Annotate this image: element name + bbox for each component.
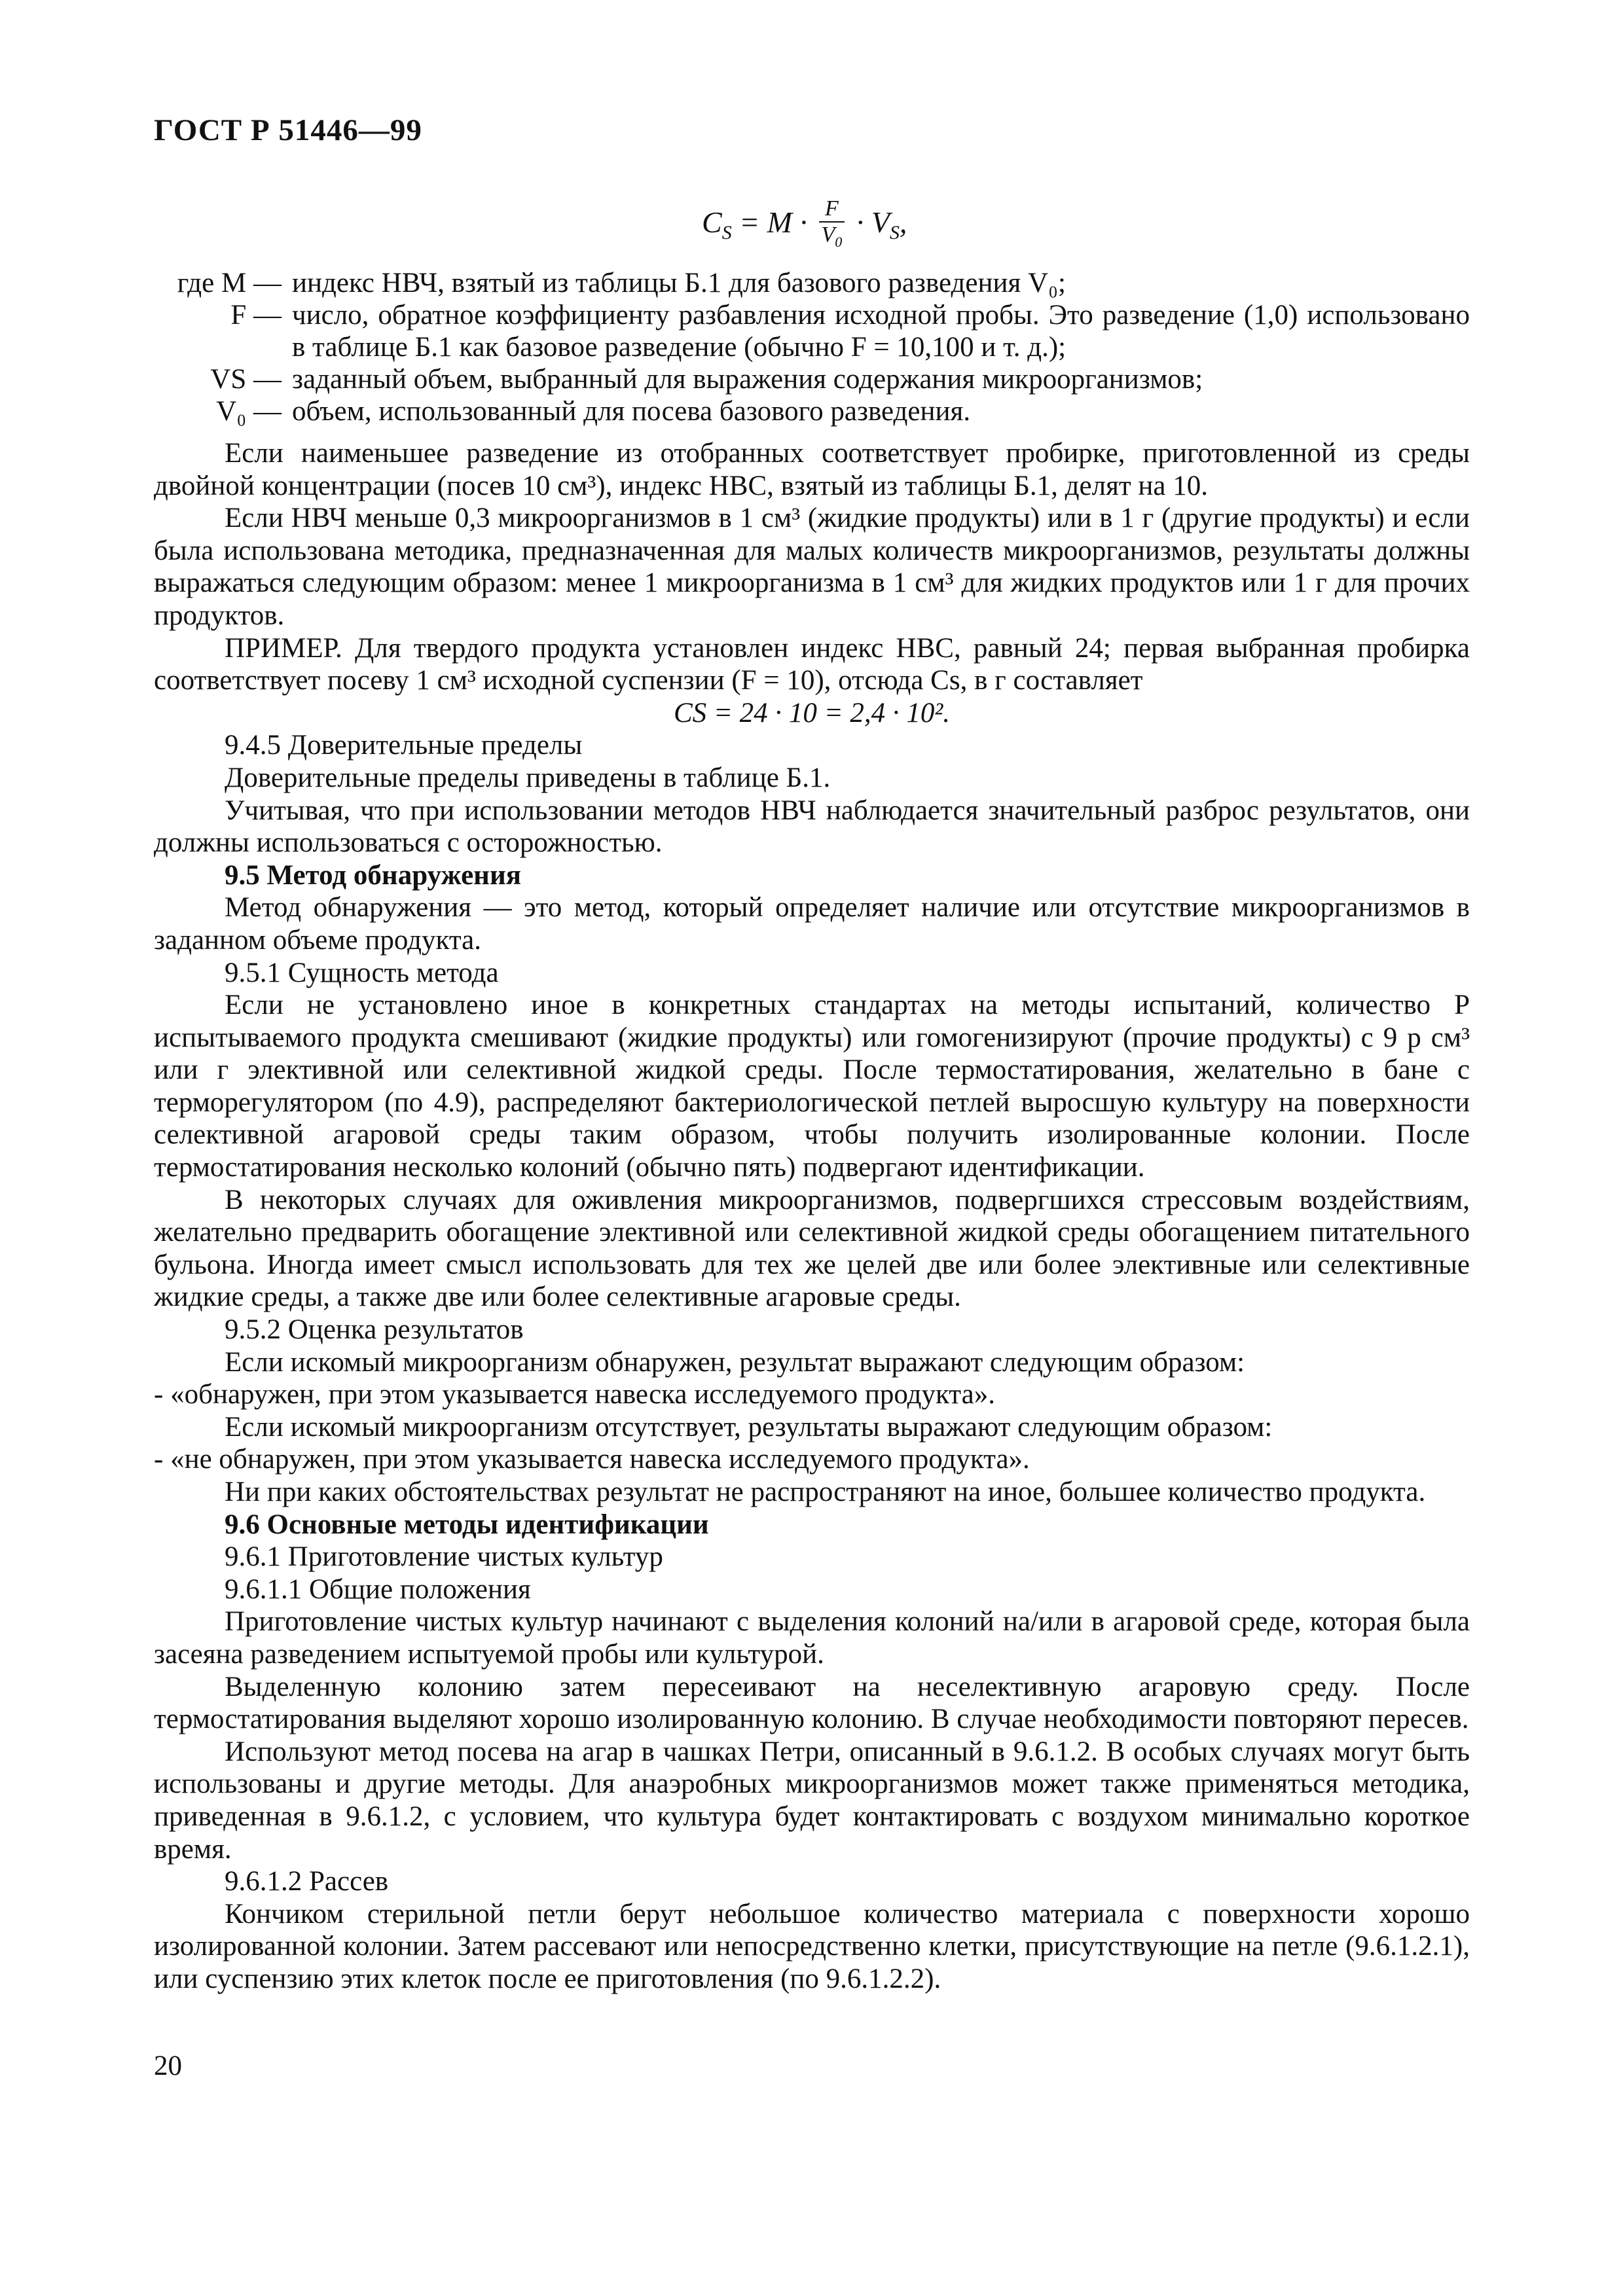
definition-symbol: где M — [177, 268, 282, 298]
formula-fraction [819, 196, 845, 255]
formula-cs: $C_S = M$ · $\frac{F}{V_0}$ · $V_S$, [702, 196, 907, 255]
formula-tail-sub: S [889, 222, 900, 244]
section-heading: 9.4.5 Доверительные пределы [225, 730, 583, 761]
document-header: ГОСТ Р 51446—99 [154, 113, 422, 147]
definition-item [154, 299, 1470, 363]
section-heading: 9.6.1 Приготовление чистых культур [225, 1541, 663, 1573]
list-item: - «обнаружен, при этом указывается навеска исследуемого продукта». [154, 1379, 995, 1410]
paragraph: Доверительные пределы приведены в таблице Б.1. [225, 762, 831, 793]
paragraph: Приготовление чистых культур начинают с выделения колоний на/или в агаровой среде, которая была засеяна разведением испытуемой пробы или культурой. [154, 1606, 1470, 1670]
definition-item [154, 395, 1470, 427]
definition-item [154, 363, 1470, 395]
formula-tail: · V [856, 205, 890, 239]
definition-text: заданный объем, выбранный для выражения содержания микроорганизмов; [292, 364, 1203, 395]
paragraph: Кончиком стерильной петли берут небольшое количество материала с поверхности хорошо изолированной колонии. Затем рассевают или непосредственно клетки, присутствующие на петле (9.6.1.2.1), или суспензию этих клеток после ее приготовления (по 9.6.1.2.2). [154, 1898, 1470, 1994]
paragraph: Если наименьшее разведение из отобранных соответствует пробирке, приготовленной из среды двойной концентрации (посев 10 см³), индекс НВС, взятый из таблицы Б.1, делят на 10. [154, 438, 1470, 501]
section-heading-bold: 9.6 Основные методы идентификации [225, 1509, 709, 1540]
formula-lhs-sub: S [721, 222, 732, 244]
definition-item [154, 267, 1470, 299]
definition-symbol: V₀ — [216, 396, 282, 427]
paragraph: Если искомый микроорганизм отсутствует, результаты выражают следующим образом: [225, 1411, 1273, 1443]
definition-symbol: VS — [210, 364, 282, 395]
fraction-denominator: $V_0$ [821, 223, 843, 250]
paragraph: В некоторых случаях для оживления микроорганизмов, подвергшихся стрессовым воздействиям, желательно предварить обогащение элективной или селективной жидкой среды обогащением питательного бульона. Иногда имеет смысл использовать для тех же целей две или более элективные или селективные жидкие среды, а также две или более селективные агаровые среды. [154, 1184, 1470, 1313]
section-heading-bold: 9.5 Метод обнаружения [225, 859, 521, 891]
definition-text: объем, использованный для посева базового разведения. [292, 396, 971, 427]
definition-text: индекс НВЧ, взятый из таблицы Б.1 для базового разведения V₀; [292, 268, 1066, 298]
paragraph: Если искомый микроорганизм обнаружен, результат выражают следующим образом: [225, 1346, 1245, 1378]
paragraph: Выделенную колонию затем пересеивают на неселективную агаровую среду. После термостатирования выделяют хорошо изолированную колонию. В случае необходимости повторяют пересев. [154, 1671, 1470, 1735]
paragraph: ПРИМЕР. Для твердого продукта установлен индекс НВС, равный 24; первая выбранная пробирка соответствует посеву 1 см³ исходной суспензии (F = 10), отсюда Cs, в г составляет [154, 632, 1470, 696]
definitions-list [154, 267, 1470, 427]
section-heading: 9.5.1 Сущность метода [225, 957, 499, 988]
paragraph: Учитывая, что при использовании методов НВЧ наблюдается значительный разброс результатов, они должны использоваться с осторожностью. [154, 795, 1470, 859]
paragraph: Метод обнаружения — это метод, который определяет наличие или отсутствие микроорганизмов в заданном объеме продукта. [154, 892, 1470, 956]
paragraph: Если НВЧ меньше 0,3 микроорганизмов в 1 см³ (жидкие продукты) или в 1 г (другие продукты) и если была использована методика, предназначенная для малых количеств микроорганизмов, результаты должны выражаться следующим образом: менее 1 микроорганизма в 1 см³ для жидких продуктов или 1 г для прочих продуктов. [154, 503, 1470, 631]
page-number: 20 [154, 2051, 182, 2081]
paragraph: Используют метод посева на агар в чашках Петри, описанный в 9.6.1.2. В особых случаях могут быть использованы и другие методы. Для анаэробных микроорганизмов может также применяться методика, приведенная в 9.6.1.2, с условием, что культура будет контактировать с воздухом минимально короткое время. [154, 1736, 1470, 1865]
section-heading: 9.6.1.1 Общие положения [225, 1573, 531, 1605]
paragraph: Если не установлено иное в конкретных стандартах на методы испытаний, количество P испытываемого продукта смешивают (жидкие продукты) или гомогенизируют (прочие продукты) с 9 p см³ или г элективной или селективной жидкой среды. После термостатирования, желательно в бане с терморегулятором (по 4.9), распределяют бактериологической петлей выросшую культуру на поверхности селективной агаровой среды таким образом, чтобы получить изолированные колонии. После термостатирования несколько колоний (обычно пять) подвергают идентификации. [154, 990, 1470, 1183]
definition-text: число, обратное коэффициенту разбавления исходной пробы. Это разведение (1,0) использовано в таблице Б.1 как базовое разведение (обычно F = 10,100 и т. д.); [292, 300, 1470, 363]
formula-example: CS = 24 · 10 = 2,4 · 10². [673, 697, 951, 728]
fraction-numerator: F [819, 196, 845, 223]
definition-symbol: F — [230, 300, 282, 331]
document-body [154, 437, 1470, 1996]
formula-eq: = M · [739, 205, 807, 239]
list-item: - «не обнаружен, при этом указывается навеска исследуемого продукта». [154, 1444, 1030, 1475]
section-heading: 9.6.1.2 Рассев [225, 1866, 389, 1897]
paragraph: Ни при каких обстоятельствах результат не распространяют на иное, большее количество продукта. [225, 1477, 1426, 1507]
section-heading: 9.5.2 Оценка результатов [225, 1314, 524, 1346]
formula-lhs: C [702, 205, 722, 239]
